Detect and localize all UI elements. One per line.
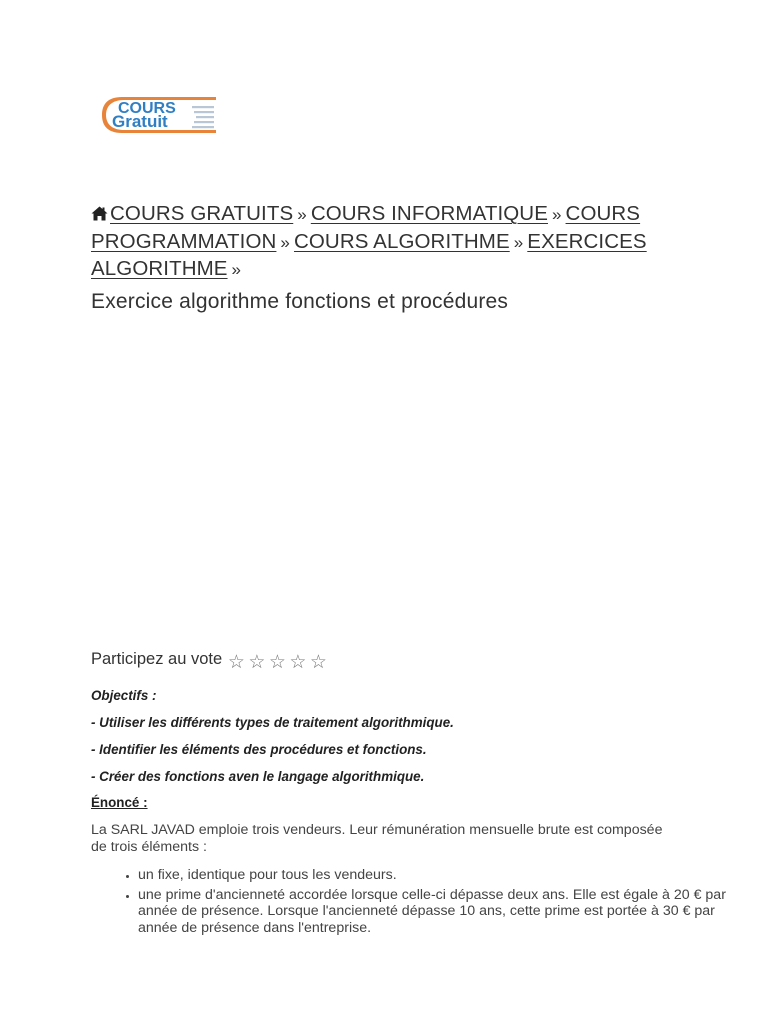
enonce-paragraph: La SARL JAVAD emploie trois vendeurs. Leur rémunération mensuelle brute est composée de trois éléments : (91, 822, 663, 855)
breadcrumb-cours-algorithme[interactable]: COURS ALGORITHME (293, 229, 510, 253)
breadcrumb-separator: » (297, 205, 307, 224)
star-icon[interactable]: ☆ (268, 652, 286, 673)
enonce-list (91, 867, 728, 940)
list-item: • une prime d'ancienneté accordée lorsque celle-ci dépasse deux ans. Elle est égale à 20 € par année de présence. Lorsque l'ancienneté dépasse 10 ans, cette prime est portée à 30 € par année de présence dans l'entreprise. (138, 887, 728, 936)
star-icon[interactable]: ☆ (227, 652, 245, 673)
breadcrumb (91, 201, 671, 284)
star-icon[interactable]: ☆ (289, 652, 307, 673)
breadcrumb-cours-gratuits[interactable]: COURS GRATUITS (110, 202, 294, 225)
objectives-section (91, 687, 671, 795)
vote-widget (91, 647, 329, 672)
objective-item: - Identifier les éléments des procédures et fonctions. (91, 742, 427, 757)
breadcrumb-separator: » (231, 260, 242, 280)
cours-gratuit-logo-icon (100, 94, 218, 136)
star-icon[interactable]: ☆ (309, 652, 327, 673)
site-logo[interactable] (100, 94, 218, 136)
breadcrumb-separator: » (513, 232, 524, 252)
objective-item: - Créer des fonctions aven le langage algorithmique. (91, 769, 425, 784)
rating-stars (226, 653, 329, 672)
objectives-heading: Objectifs : (91, 688, 157, 703)
vote-label: Participez au vote (91, 650, 223, 668)
breadcrumb-separator: » (280, 232, 290, 252)
svg-text:Gratuit: Gratuit (112, 112, 168, 131)
svg-text:COURS: COURS (118, 100, 176, 117)
list-item: • un fixe, identique pour tous les vendeurs. (138, 867, 728, 883)
breadcrumb-exercices-algorithme[interactable]: EXERCICES ALGORITHME (91, 229, 647, 281)
objective-item: - Utiliser les différents types de traitement algorithmique. (91, 715, 454, 730)
breadcrumb-cours-informatique[interactable]: COURS INFORMATIQUE (310, 202, 548, 225)
page-title: Exercice algorithme fonctions et procédures (91, 290, 509, 313)
star-icon[interactable]: ☆ (248, 652, 266, 673)
breadcrumb-cours-programmation[interactable]: COURS PROGRAMMATION (91, 202, 641, 253)
enonce-heading: Énoncé : (91, 795, 148, 810)
home-icon[interactable] (91, 206, 108, 221)
breadcrumb-separator: » (551, 205, 562, 224)
